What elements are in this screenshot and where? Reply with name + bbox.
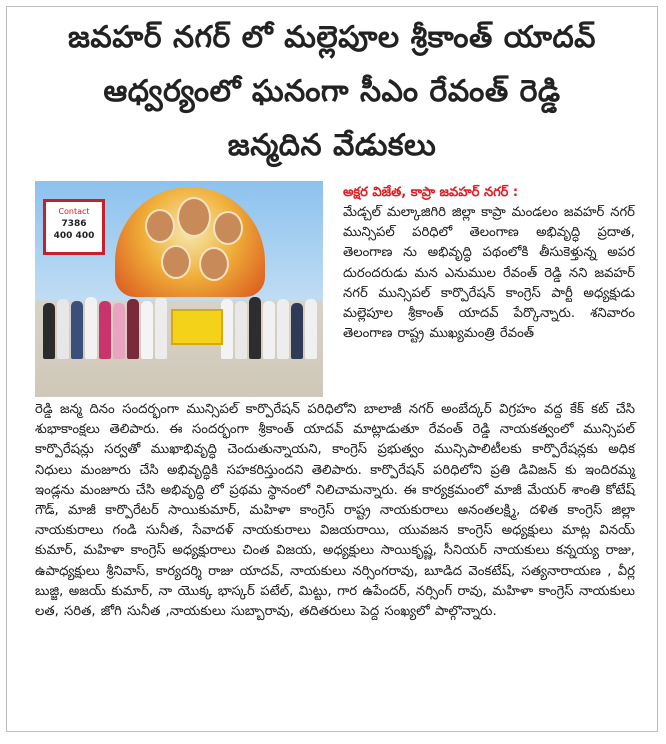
board-number-1: 7386 <box>61 219 87 229</box>
birthday-cake <box>171 309 223 345</box>
headline <box>7 11 657 173</box>
article-paragraph-full: రెడ్డి జన్మ దినం సందర్భంగా మున్సిపల్ కార్పొరేషన్ పరిధిలోని బాలాజీ నగర్ అంబేద్కర్ విగ్రహం వద్ద కేక్ కట్ చేసి శుభాకాంక్షలు తెలిపారు. ఈ సందర్భంగా శ్రీకాంత్ యాదవ్ మాట్లాడుతూ రేవంత్ రెడ్డి నాయకత్వంలో మున్సిపల్ కార్పొరేషన్లు సర్వతో ముఖాభివృద్ధి చెందుతున్నాయని, కాంగ్రెస్ ప్రభుత్వం మున్సిపాలిటీలకు కార్పొరేషన్లకు అధిక నిధులు మంజూరు చేసి అభివృద్ధికి సహకరిస్తుందని తెలిపారు. కార్పొరేషన్ పరిధిలోని ప్రతి డివిజన్ కు ఇందిరమ్మ ఇండ్లను మంజూరు చేసి అభివృద్ధి లో ప్రథమ స్థానంలో నిలిచామన్నారు. ఈ కార్యక్రమంలో మాజీ మేయర్ శాంతి కోటేష్ గౌడ్, మాజీ కార్పొరేటర్ సాయికుమార్, మహిళా కాంగ్రెస్ రాష్ట్ర నాయకురాలు అనంతలక్ష్మి, దళిత కాంగ్రెస్ జిల్లా నాయకురాలు గండి సునీత, సేవాదళ్ నాయకురాలు విజయరాయి, యువజన కాంగ్రెస్ అధ్యక్షులు మాట్ల వినయ్ కుమార్, మహిళా కాంగ్రెస్ అధ్యక్షురాలు చింత విజయ, అధ్యక్షులు సాయికృష్ణ, సీనియర్ నాయకులు కన్నయ్య రాజు, ఉపాధ్యక్షులు శ్రీనివాస్, కార్యదర్శి రాజు యాదవ్, నాయకులు నర్సింగరావు, బూడిద వెంకటేష్, సత్యనారాయణ , వీర్ల బుజ్జి, అజయ్ కుమార్, నా యొక్క భాస్కర్ పటేల్, మిట్టు, గార ఉపేందర్, నర్సింగ్ రావు, మహిళా కాంగ్రెస్ నాయకులు లత, సరిత, జోగి సునీత ,నాయకులు సుబ్బారావు, తదితరులు పెద్ద సంఖ్యలో పాల్గొన్నారు. <box>35 402 635 620</box>
banner-portrait <box>199 247 229 281</box>
headline-line-2: ఆధ్వర్యంలో ఘనంగా సీఎం రేవంత్ రెడ్డి <box>103 74 561 109</box>
banner-portrait <box>145 209 175 243</box>
banner-portrait <box>161 245 191 279</box>
board-label: Contact <box>58 207 90 216</box>
banner-portrait <box>177 197 211 237</box>
byline: అక్షర విజేత, కాప్రా జవహర్ నగర్ : <box>343 185 519 200</box>
board-number-2: 400 400 <box>53 231 95 241</box>
banner-portrait <box>213 211 243 245</box>
headline-line-1: జవహర్ నగర్ లో మల్లెపూల శ్రీకాంత్ యాదవ్ <box>68 20 596 55</box>
news-clipping <box>6 6 658 732</box>
contact-board <box>43 199 105 255</box>
leader-cutout-banner <box>115 187 265 297</box>
headline-line-3: జన్మదిన వేడుకలు <box>227 128 437 163</box>
article-paragraph-right: మేడ్చల్ మల్కాజిగిరి జిల్లా కాప్రా మండలం జవహర్ నగర్ మున్సిపల్ పరిధిలో తెలంగాణ అభివృద్ధి ప్రదాత, తెలంగాణ ను అభివృద్ధి పథంలోకి తీసుకెళ్తున్న అపర దురందరుడు మన ఎనుముల రేవంత్ రెడ్డి నని జవహర్ నగర్ మున్సిపల్ కార్పొరేషన్ కాంగ్రెస్ పార్టీ అధ్యక్షుడు మల్లెపూల శ్రీకాంత్ యాదవ్ పేర్కొన్నారు. శనివారం తెలంగాణ రాష్ట్ర ముఖ్యమంత్రి రేవంత్ <box>343 205 635 342</box>
news-photo <box>35 181 323 397</box>
